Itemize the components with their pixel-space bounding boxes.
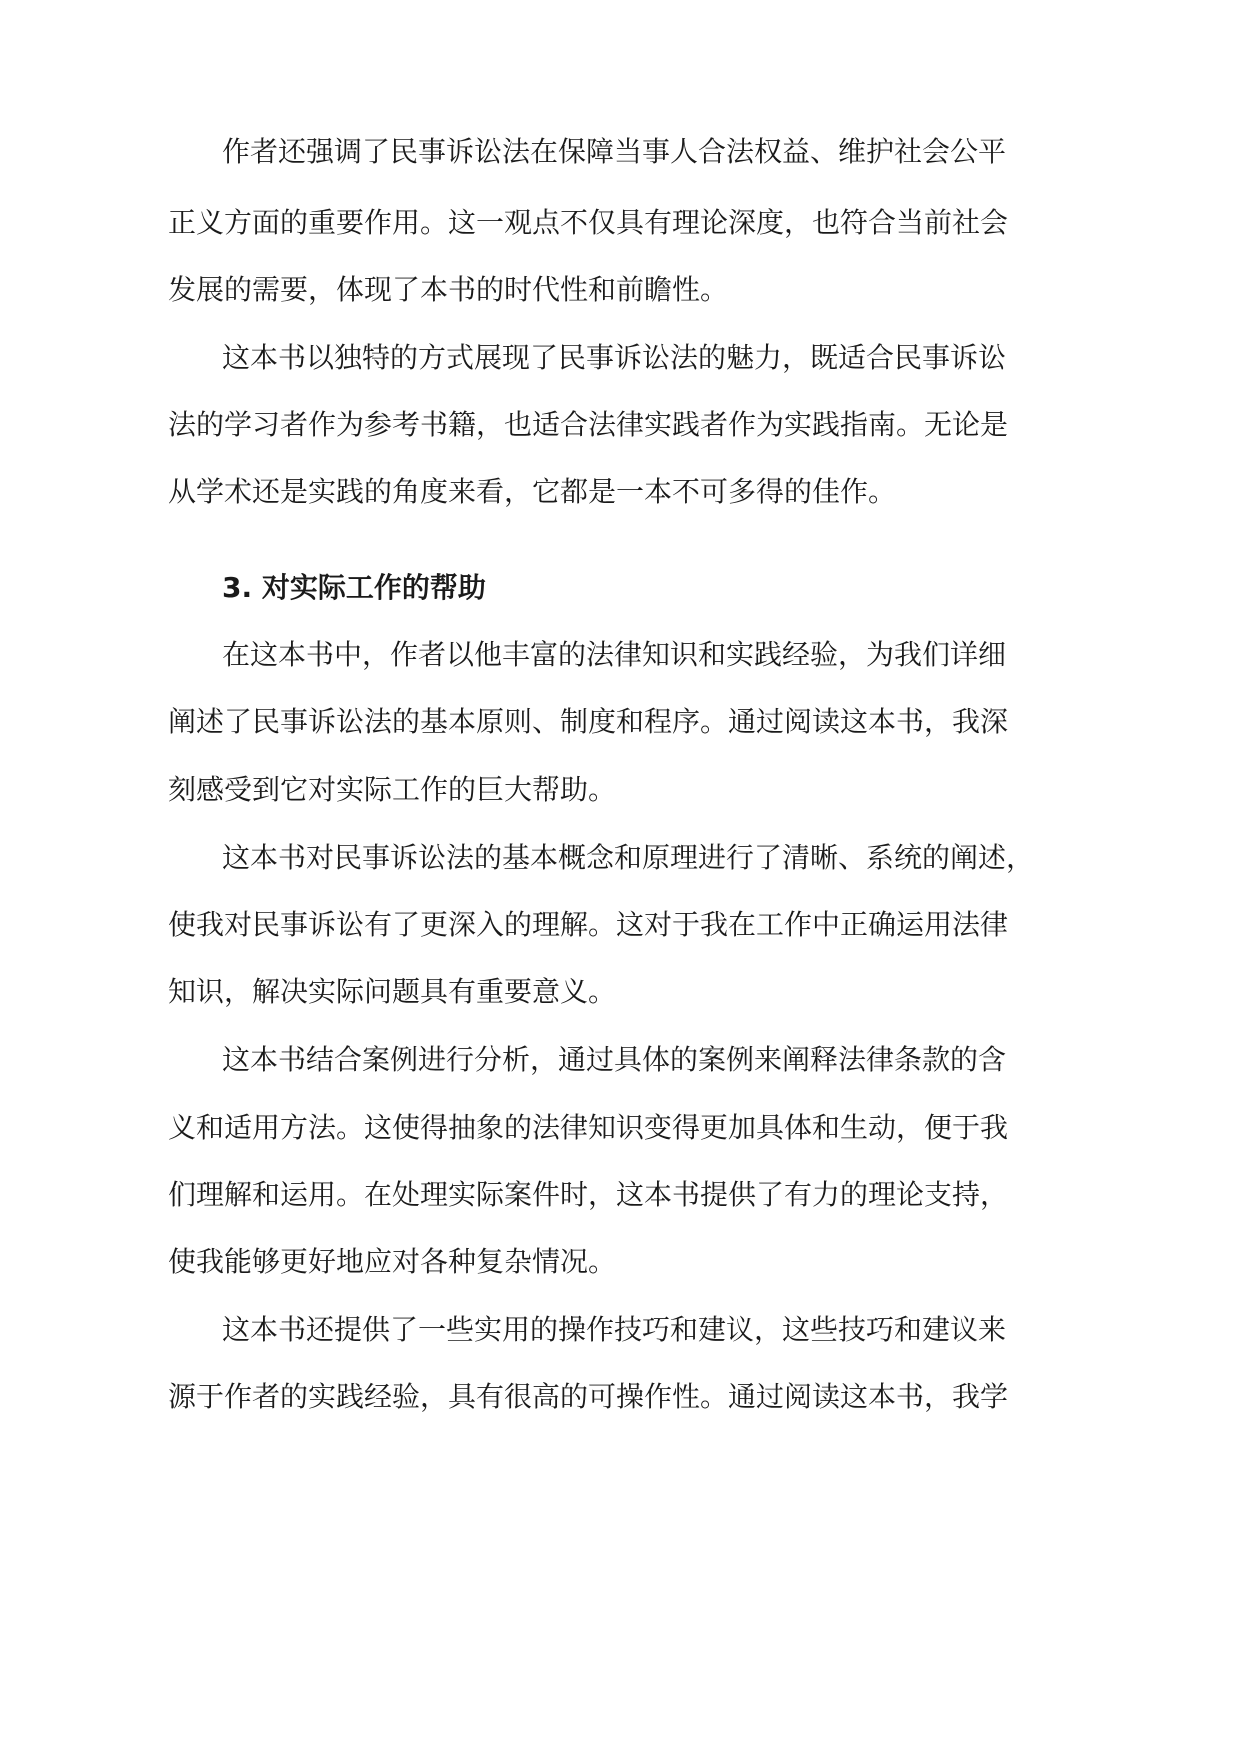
paragraph-4-line-2: 使我对民事诉讼有了更深入的理解。这对于我在工作中正确运用法律 [168,908,1009,941]
paragraph-2-line-1: 这本书以独特的方式展现了民事诉讼法的魅力，既适合民事诉讼 [222,341,1007,374]
paragraph-5-line-4: 使我能够更好地应对各种复杂情况。 [168,1245,617,1278]
paragraph-2-line-2: 法的学习者作为参考书籍，也适合法律实践者作为实践指南。无论是 [168,408,1009,441]
paragraph-4-line-3: 知识，解决实际问题具有重要意义。 [168,975,617,1008]
paragraph-1-line-1: 作者还强调了民事诉讼法在保障当事人合法权益、维护社会公平 [222,135,1007,168]
paragraph-1-line-2: 正义方面的重要作用。这一观点不仅具有理论深度，也符合当前社会 [168,206,1009,239]
paragraph-4-line-1: 这本书对民事诉讼法的基本概念和原理进行了清晰、系统的阐述， [222,841,1035,874]
paragraph-5-line-2: 义和适用方法。这使得抽象的法律知识变得更加具体和生动，便于我 [168,1111,1009,1144]
paragraph-2-line-3: 从学术还是实践的角度来看，它都是一本不可多得的佳作。 [168,475,897,508]
section-heading: 3. 对实际工作的帮助 [222,571,486,604]
paragraph-6-line-2: 源于作者的实践经验，具有很高的可操作性。通过阅读这本书，我学 [168,1380,1009,1413]
paragraph-5-line-3: 们理解和运用。在处理实际案件时，这本书提供了有力的理论支持， [168,1178,1009,1211]
paragraph-3-line-3: 刻感受到它对实际工作的巨大帮助。 [168,773,617,806]
paragraph-3-line-1: 在这本书中，作者以他丰富的法律知识和实践经验，为我们详细 [222,638,1007,671]
paragraph-5-line-1: 这本书结合案例进行分析，通过具体的案例来阐释法律条款的含 [222,1043,1007,1076]
paragraph-1-line-3: 发展的需要，体现了本书的时代性和前瞻性。 [168,273,729,306]
paragraph-6-line-1: 这本书还提供了一些实用的操作技巧和建议，这些技巧和建议来 [222,1313,1007,1346]
paragraph-3-line-2: 阐述了民事诉讼法的基本原则、制度和程序。通过阅读这本书，我深 [168,705,1009,738]
